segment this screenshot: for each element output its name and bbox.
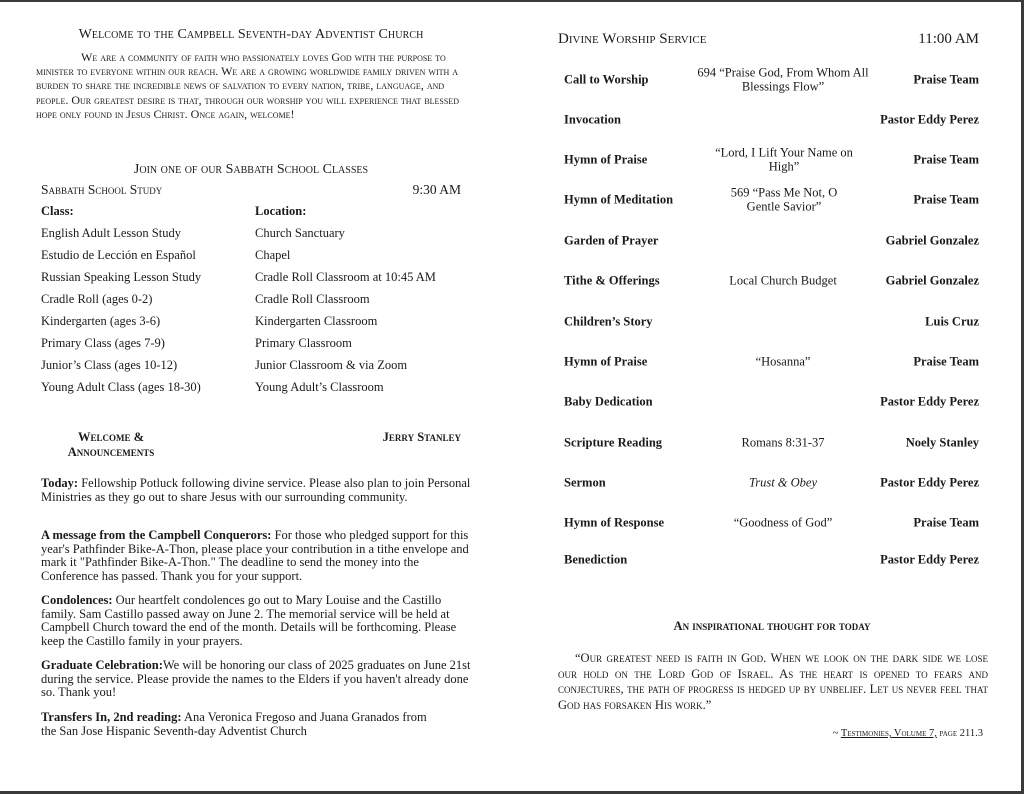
service-detail: Local Church Budget	[729, 273, 837, 288]
order-of-service-row	[564, 225, 979, 257]
service-item: Hymn of Praise	[564, 152, 648, 167]
inspirational-thought-title: An inspirational thought for today	[673, 619, 871, 633]
order-of-service-row	[564, 427, 979, 459]
class-table-header	[41, 204, 461, 226]
order-of-service-row	[564, 467, 979, 499]
class-name: Junior’s Class (ages 10-12)	[41, 358, 178, 372]
class-name: Estudio de Lección en Español	[41, 248, 196, 262]
announcement-text: We will be honoring our class of 2025 graduates on June 21st during the service. Please provide the names to the Elders if you haven't already done so. Thank you!	[41, 658, 471, 700]
announcement	[41, 711, 441, 738]
class-row	[41, 358, 461, 380]
welcome-paragraph: We are a community of faith who passionately loves God with the purpose to minister to everyone within our reach. We are a growing worldwide family driven with a burden to share the incredible news of salvation to every nation, tribe, language, and people. Our greatest desire is that, through our worship you will experience that blessed hope only found in Jesus Christ. Once again, welcome!	[36, 50, 459, 121]
class-name: Russian Speaking Lesson Study	[41, 270, 202, 284]
announcement	[41, 529, 471, 583]
worship-service-time: 11:00 AM	[918, 31, 979, 47]
class-row	[41, 270, 461, 292]
order-of-service-row	[564, 184, 979, 216]
class-name: Kindergarten (ages 3-6)	[41, 314, 161, 328]
worship-service-title: Divine Worship Service	[558, 31, 707, 47]
page-border-top	[0, 0, 1024, 2]
class-location: Cradle Roll Classroom at 10:45 AM	[255, 270, 436, 284]
class-row	[41, 336, 461, 358]
service-item: Children’s Story	[564, 314, 653, 329]
class-location: Church Sanctuary	[255, 226, 345, 240]
service-item: Invocation	[564, 112, 621, 127]
class-row	[41, 380, 461, 402]
service-item: Scripture Reading	[564, 435, 663, 450]
order-of-service-row	[564, 64, 979, 96]
order-of-service-row	[564, 306, 979, 338]
service-item: Hymn of Meditation	[564, 192, 674, 207]
welcome-announcements-speaker: Jerry Stanley	[382, 430, 461, 444]
service-detail: “Lord, I Lift Your Name on High”	[715, 145, 853, 173]
announcement-heading: A message from the Campbell Conquerors:	[41, 528, 272, 542]
order-of-service-row	[564, 265, 979, 297]
announcement-heading: Today:	[41, 476, 79, 490]
class-row	[41, 314, 461, 336]
class-name: Young Adult Class (ages 18-30)	[41, 380, 201, 394]
announcement-heading: Transfers In, 2nd reading:	[41, 710, 182, 724]
quote-citation	[833, 728, 983, 739]
citation-page: page 211.3	[936, 728, 983, 739]
service-leader: Gabriel Gonzalez	[885, 233, 979, 248]
order-of-service-row	[564, 386, 979, 418]
announcement-text: Our heartfelt condolences go out to Mary Louise and the Castillo family. Sam Castillo passed away on June 2. The memorial service will be held at Campbell Church toward the end of the month. Details will be forthcoming. Please keep the Castillo family in your prayers.	[41, 593, 457, 648]
service-detail: 569 “Pass Me Not, O Gentle Savior”	[730, 185, 838, 213]
class-location: Primary Classroom	[255, 336, 352, 350]
service-leader: Praise Team	[913, 72, 979, 87]
class-row	[41, 248, 461, 270]
service-leader: Pastor Eddy Perez	[880, 552, 979, 567]
service-leader: Praise Team	[913, 515, 979, 530]
class-name: Cradle Roll (ages 0-2)	[41, 292, 153, 306]
announcement-text: Ana Veronica Fregoso and Juana Granados from the San Jose Hispanic Seventh-day Adventist Church	[41, 710, 427, 738]
order-of-service-row	[564, 144, 979, 176]
service-leader: Pastor Eddy Perez	[880, 394, 979, 409]
class-location: Kindergarten Classroom	[255, 314, 378, 328]
announcement-heading: Graduate Celebration:	[41, 658, 163, 672]
welcome-announcements-title: Welcome & Announcements	[67, 430, 155, 459]
service-leader: Praise Team	[913, 354, 979, 369]
sabbath-school-row	[41, 182, 461, 198]
class-location: Chapel	[255, 248, 291, 262]
service-leader: Pastor Eddy Perez	[880, 475, 979, 490]
service-detail: Romans 8:31-37	[741, 435, 825, 450]
sabbath-school-time: 9:30 AM	[412, 182, 461, 197]
order-of-service-row	[564, 507, 979, 539]
class-table	[41, 204, 461, 402]
announcement-text: For those who pledged support for this year's Pathfinder Bike-A-Thon, please place your contribution in a tithe envelope and mark it "Pathfinder Bike-A-Thon." The deadline to send the money into the Conference has passed. Thank you for your support.	[41, 528, 469, 583]
inspirational-quote: “Our greatest need is faith in God. When we look on the dark side we lose our hold on the Lord God of Israel. As the heart is opened to fears and conjectures, the path of progress is hedged up by unbelief. Let us never feel that God has forsaken His work.”	[558, 651, 988, 712]
service-leader: Luis Cruz	[925, 314, 979, 329]
service-detail: “Goodness of God”	[733, 515, 833, 530]
citation-tilde: ~	[832, 728, 841, 739]
service-leader: Praise Team	[913, 152, 979, 167]
service-leader: Noely Stanley	[905, 435, 979, 450]
order-of-service-row	[564, 104, 979, 136]
class-row	[41, 226, 461, 248]
sabbath-school-heading: Join one of our Sabbath School Classes	[133, 162, 369, 177]
order-of-service-row	[564, 544, 979, 576]
sermon-title: Trust & Obey	[748, 475, 818, 490]
class-row	[41, 292, 461, 314]
class-name: English Adult Lesson Study	[41, 226, 181, 240]
class-location: Junior Classroom & via Zoom	[255, 358, 408, 372]
class-column-header: Class:	[41, 204, 74, 218]
announcement	[41, 477, 471, 504]
location-column-header: Location:	[255, 204, 307, 218]
service-item: Sermon	[564, 475, 606, 490]
service-item: Tithe & Offerings	[564, 273, 660, 288]
service-leader: Praise Team	[913, 192, 979, 207]
service-item: Hymn of Response	[564, 515, 665, 530]
service-item: Benediction	[564, 552, 628, 567]
service-detail: “Hosanna”	[755, 354, 811, 369]
service-leader: Pastor Eddy Perez	[880, 112, 979, 127]
announcement-text: Fellowship Potluck following divine service. Please also plan to join Personal Ministries as they go out to share Jesus with our surrounding community.	[41, 476, 471, 504]
class-location: Young Adult’s Classroom	[255, 380, 384, 394]
welcome-title: Welcome to the Campbell Seventh-day Adventist Church	[78, 27, 424, 42]
service-item: Garden of Prayer	[564, 233, 659, 248]
service-detail: 694 “Praise God, From Whom All Blessings Flow”	[697, 65, 869, 93]
class-name: Primary Class (ages 7-9)	[41, 336, 165, 350]
service-item: Call to Worship	[564, 72, 649, 87]
service-item: Hymn of Praise	[564, 354, 648, 369]
service-item: Baby Dedication	[564, 394, 653, 409]
service-leader: Gabriel Gonzalez	[885, 273, 979, 288]
announcement	[41, 594, 471, 648]
order-of-service-row	[564, 346, 979, 378]
announcement-heading: Condolences:	[41, 593, 113, 607]
class-location: Cradle Roll Classroom	[255, 292, 370, 306]
citation-source: Testimonies, Volume 7,	[840, 728, 937, 739]
sabbath-school-label: Sabbath School Study	[41, 182, 163, 197]
announcement	[41, 659, 471, 700]
